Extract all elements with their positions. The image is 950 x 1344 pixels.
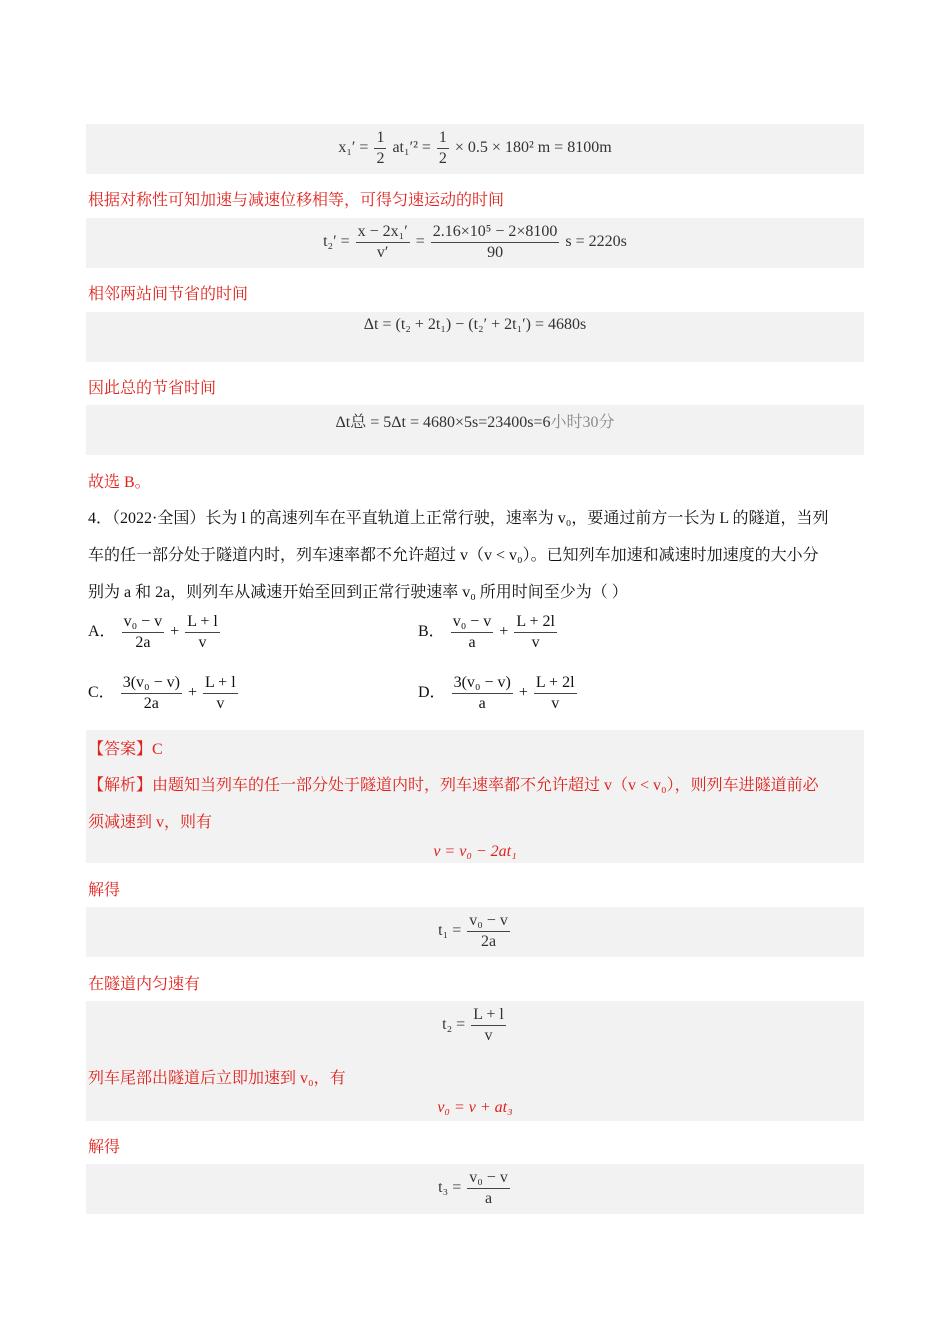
formula-t1: t₁ = $\frac{\text{v₀ − v}}{2a}$ [438,912,508,950]
analysis-line-1: 【解析】由题知当列车的任一部分处于隧道内时，列车速率都不允许超过 v（v < v₀），则列车进隧道前必 [88,777,819,794]
analysis-label: 【解析】 [88,777,153,794]
option-c[interactable]: C． $\frac{\text{3(v₀ − v)}}{2a}$ + $\frac{L + l}{v}$ [88,674,236,712]
formula-t2prime-left: t₂′ = [323,233,350,251]
formula-x1-right: × 0.5 × 180² m = 8100m [454,139,612,157]
text-total: 因此总的节省时间 [88,380,217,397]
option-d[interactable]: D． $\frac{\text{3(v₀ − v)}}{a}$ + $\frac{L + 2l}{v}$ [418,674,575,712]
formula-x1-frac-a: $\frac{1}{2}$ [376,129,385,167]
formula-delta-total [86,409,864,432]
formula-delta-total-main: Δt总 = 5Δt = 4680×5s=23400s=6 [335,414,551,431]
text-tail-out: 列车尾部出隧道后立即加速到 v₀，有 [88,1070,346,1087]
formula-x1-left: x₁′ = [338,139,369,157]
text-in-tunnel: 在隧道内匀速有 [88,976,201,993]
formula-band-t2 [86,1001,864,1121]
formula-v0: v₀ = v + at₃ [437,1099,513,1116]
formula-t3: t₃ = $\frac{\text{v₀ − v}}{a}$ [438,1169,508,1207]
formula-t2: t₂ = $\frac{L + l}{v}$ [442,1006,504,1044]
formula-band-1 [86,124,864,174]
q4-line-3: 别为 a 和 2a，则列车从减速开始至回到正常行驶速率 v₀ 所用时间至少为（ ） [88,584,628,601]
formula-v: v = v₀ − 2at₁ [433,843,517,860]
formula-band-2 [86,218,864,268]
formula-t2prime-frac-2: $\frac{\text{2.16×10⁵ − 2×8100}}{90}$ [432,223,558,261]
formula-band-t1 [86,907,864,957]
analysis-line-2: 须减速到 v，则有 [88,814,213,831]
text-adjacent: 相邻两站间节省的时间 [88,286,249,303]
answer: 【答案】C [88,741,163,758]
q4-line-2: 车的任一部分处于隧道内时，列车速率都不允许超过 v（v < v₀）。已知列车加速和减速时加速度的大小分 [88,547,819,564]
option-a[interactable]: A． $\frac{\text{v₀ − v}}{2a}$ + $\frac{L + l}{v}$ [88,613,218,651]
formula-delta-t: Δt = (t₂ + 2t₁) − (t₂′ + 2t₁′) = 4680s [363,316,587,333]
formula-band-4 [86,405,864,455]
formula-delta-total-tail: 小时30分 [550,414,615,431]
text-solve-1: 解得 [88,882,121,899]
text-symmetry: 根据对称性可知加速与减速位移相等，可得匀速运动的时间 [88,192,505,209]
formula-x1-mid: at₁′² = [392,139,431,157]
formula-x1 [86,128,864,169]
formula-x1-frac-b: $\frac{1}{2}$ [438,129,447,167]
formula-band-3 [86,312,864,362]
formula-t2prime-frac-1: $\frac{\text{x − 2x₁′}}{v'}$ [357,223,408,261]
q4-line-1: 4．（2022·全国）长为 l 的高速列车在平直轨道上正常行驶，速率为 v₀，要通过前方一长为 L 的隧道，当列 [88,510,829,527]
formula-band-t3 [86,1164,864,1214]
text-solve-2: 解得 [88,1139,121,1156]
option-b[interactable]: B． $\frac{\text{v₀ − v}}{a}$ + $\frac{L + 2l}{v}$ [418,613,555,651]
text-choose: 故选 B。 [88,474,151,491]
answer-band [86,730,864,863]
formula-t2prime: t₂′ = $\frac{\text{x − 2x₁′}}{v'}$ = $\frac{\text{2.16×10⁵ − 2×8100}}{90}$ s = 2220s [323,223,627,261]
formula-t2prime-right: s = 2220s [565,233,627,251]
